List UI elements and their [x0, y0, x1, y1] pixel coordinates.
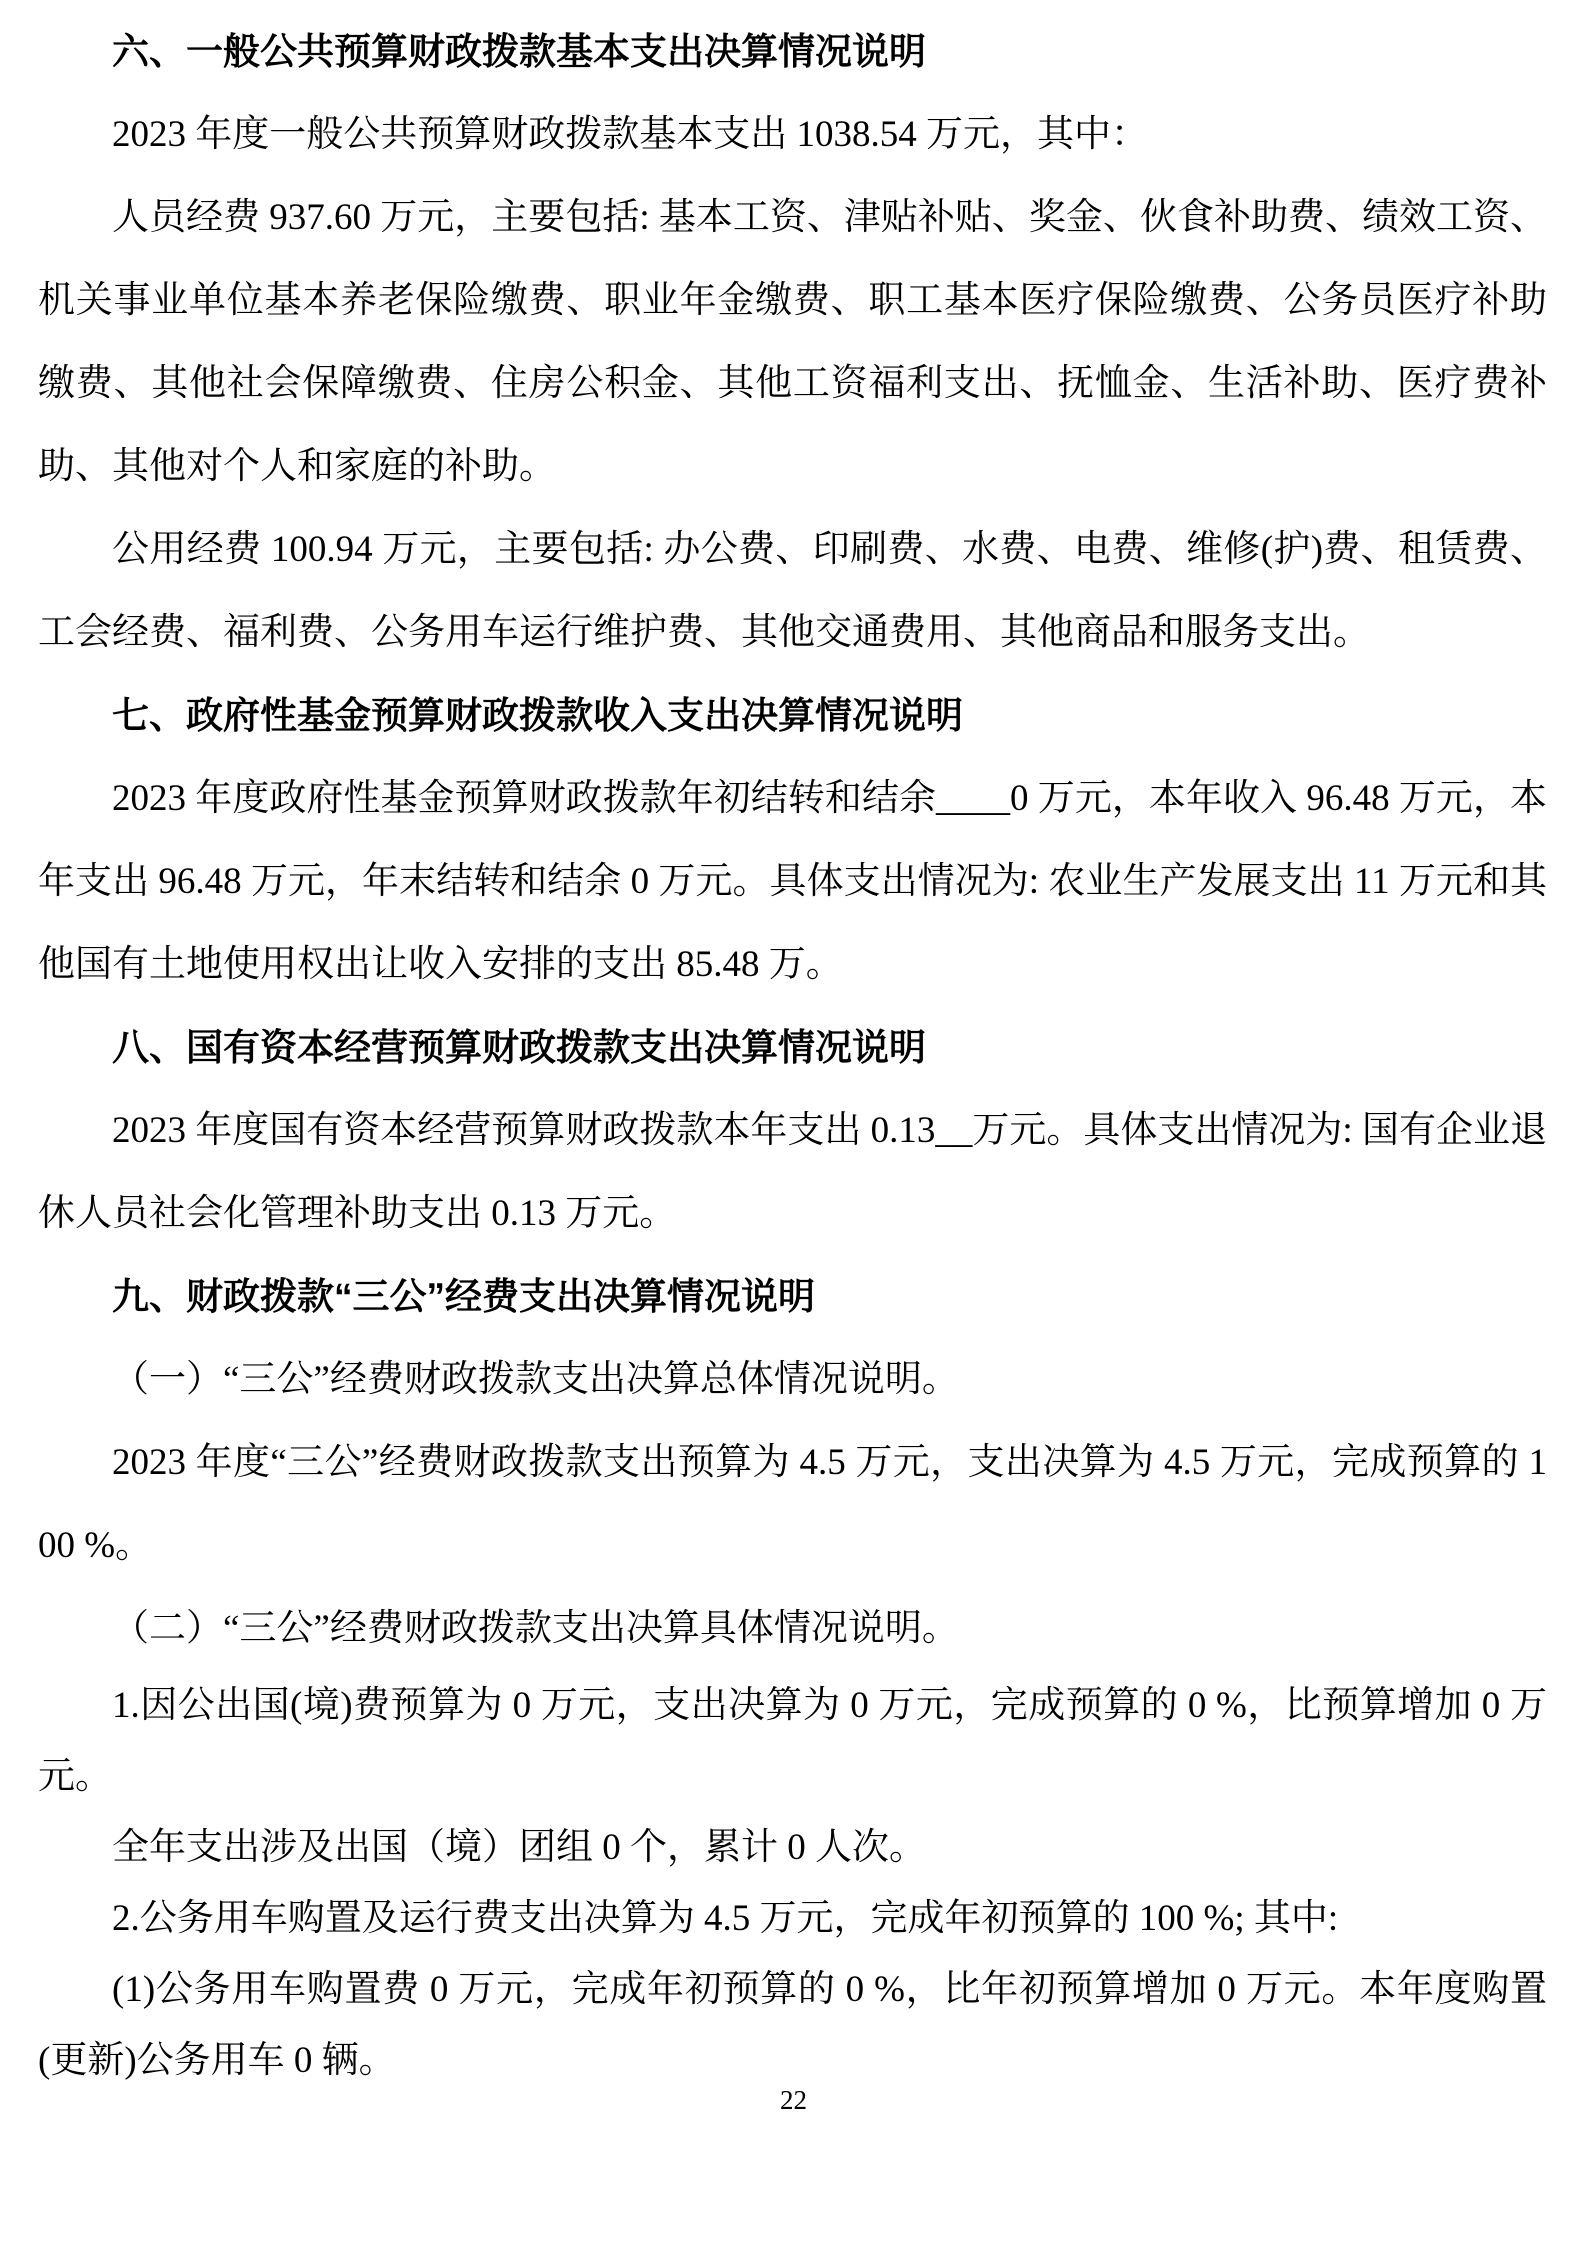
para-three-public-overall-title: （一）“三公”经费财政拨款支出决算总体情况说明。 [112, 1359, 959, 1400]
para-official-vehicle-total: 2.公务用车购置及运行费支出决算为 4.5 万元，完成年初预算的 100 %; 其中: [112, 1898, 1339, 1939]
page-number: 22 [780, 2085, 807, 2115]
heading-section-7-gov-fund-budget: 七、政府性基金预算财政拨款收入支出决算情况说明 [112, 695, 963, 736]
para-three-public-overall-detail: 2023 年度“三公”经费财政拨款支出预算为 4.5 万元，支出决算为 4.5 万元，完成预算的 100 %。 [38, 1442, 1547, 1566]
heading-section-6-basic-expenditure: 六、一般公共预算财政拨款基本支出决算情况说明 [112, 31, 926, 72]
para-overseas-trip-expense: 1.因公出国(境)费预算为 0 万元，支出决算为 0 万元，完成预算的 0 %，比预算增加 0 万元。 [38, 1685, 1547, 1797]
para-overseas-trip-groups: 全年支出涉及出国（境）团组 0 个，累计 0 人次。 [112, 1827, 926, 1868]
para-public-operating-funds: 公用经费 100.94 万元，主要包括: 办公费、印刷费、水费、电费、维修(护)费、租赁费、工会经费、福利费、公务用车运行维护费、其他交通费用、其他商品和服务支出。 [38, 529, 1547, 653]
heading-section-9-three-public-funds: 九、财政拨款“三公”经费支出决算情况说明 [112, 1276, 815, 1317]
heading-section-8-state-capital: 八、国有资本经营预算财政拨款支出决算情况说明 [112, 1027, 926, 1068]
para-personnel-funds: 人员经费 937.60 万元，主要包括: 基本工资、津贴补贴、奖金、伙食补助费、绩效工资、机关事业单位基本养老保险缴费、职业年金缴费、职工基本医疗保险缴费、公务员医疗补助缴费、其他社会保障缴费、住房公积金、其他工资福利支出、抚恤金、生活补助、医疗费补助、其他对个人和家庭的补助。 [38, 197, 1547, 487]
para-three-public-specific-title: （二）“三公”经费财政拨款支出决算具体情况说明。 [112, 1608, 959, 1649]
para-state-capital-detail: 2023 年度国有资本经营预算财政拨款本年支出 0.13__万元。具体支出情况为: 国有企业退休人员社会化管理补助支出 0.13 万元。 [38, 1110, 1547, 1234]
para-gov-fund-budget-detail: 2023 年度政府性基金预算财政拨款年初结转和结余____0 万元，本年收入 96.48 万元，本年支出 96.48 万元，年末结转和结余 0 万元。具体支出情况为: 农业生产发展支出 11 万元和其他国有土地使用权出让收入安排的支出 85.48 万。 [38, 778, 1547, 985]
para-basic-expenditure-total: 2023 年度一般公共预算财政拨款基本支出 1038.54 万元，其中： [112, 114, 1148, 155]
para-official-vehicle-purchase: (1)公务用车购置费 0 万元，完成年初预算的 0 %，比年初预算增加 0 万元。本年度购置(更新)公务用车 0 辆。 [38, 1969, 1547, 2081]
